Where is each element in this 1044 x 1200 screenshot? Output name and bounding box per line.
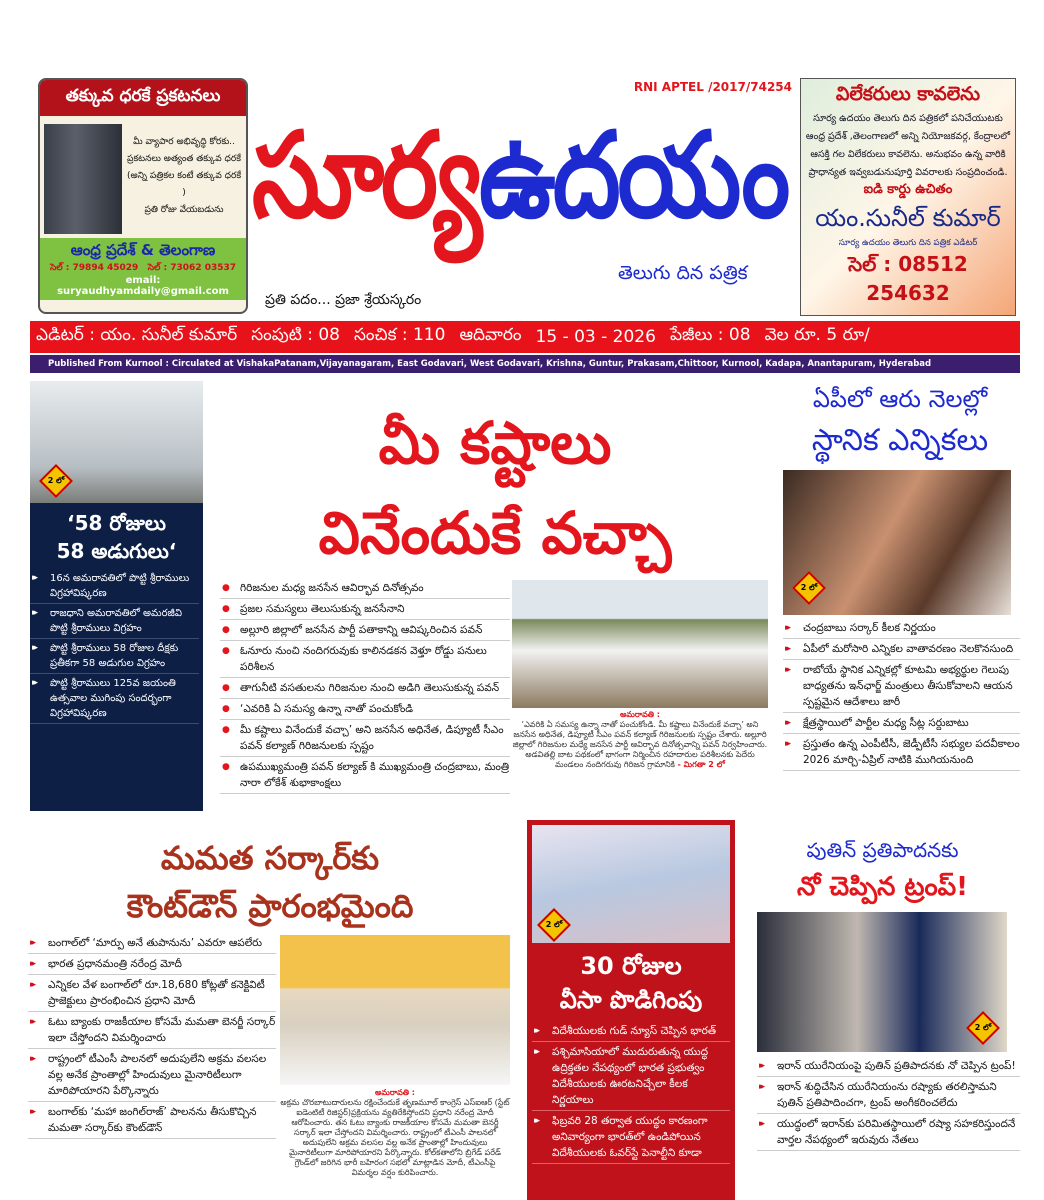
list-item: ▸▸ రాబోయే స్థానిక ఎన్నికల్లో కూటమి అభ్యర్థుల గెలుపు బాధ్యతను ఇన్‌ఛార్జ్ మంత్రులు తీసుకోవాలని ఆయన స్పష్టమైన ఆదేశాలు జారీ [783, 662, 1020, 713]
main-headline: మీ కష్టాలు వినేందుకే వచ్చా [318, 409, 672, 567]
list-item: ● గిరిజనుల మధ్య జనసేన ఆవిర్భావ దినోత్సవం [220, 580, 510, 599]
rni-number: RNI APTEL /2017/74254 [633, 80, 792, 94]
list-item: ▸▸ యుద్ధంలో ఇరాన్‌కు పరిమితస్థాయిలో రష్యా సహకరిస్తుందనే వార్తల నేపథ్యంలో ఇరువురు నేతలు [757, 1116, 1020, 1151]
putin-trump-photo: 2 లో [757, 912, 1007, 1052]
list-item: ▸▸ ఎన్నికల వేళ బంగాల్‌లో రూ.18,680 కోట్లతో కనెక్టివిటీ ప్రాజెక్టులు ప్రారంభించిన ప్రధాని మోదీ [28, 977, 276, 1012]
list-item: ● ప్రజల సమస్యలు తెలుసుకున్న జనసేనాని [220, 601, 510, 620]
main-caption: అమరావతి : ‘ఎవరికి ఏ సమస్య ఉన్నా నాతో పంచుకోండి. మీ కష్టాలు వినేందుకే వచ్చా’ అని జనసేన అధినేత, డిప్యూటీ సీఎం పవన్ కల్యాణ్ గిరిజనులకు స్పష్టం చేశారు. అల్లూరి జిల్లాలో గిరిజనుల మధ్యే జనసేన పార్టీ ఆవిర్భావ దినోత్సవాన్ని పవన్ నిర్వహించారు. అడవితల్లి బాట పథకంలో భాగంగా నిర్మించిన రహదారుల పరిశీలనకు పెదేరు మండలం నందిగరువు గిరిజన గ్రామానికి - మిగతా 2 లో [512, 710, 768, 769]
list-item: ▸▸ పొట్టి శ్రీరాములు 58 రోజుల దీక్షకు ప్రతీకగా 58 అడుగుల విగ్రహం [30, 641, 199, 674]
main-bullets [220, 580, 510, 796]
newspaper-logo: సూర్యఉదయం [252, 106, 787, 244]
ad-phone: సెల్ : 08512 254632 [848, 252, 968, 305]
ad-states: ఆంధ్ర ప్రదేశ్ & తెలంగాణ [70, 241, 216, 259]
bengal-bullets [28, 935, 276, 1141]
tagline: ప్రతి పదం... ప్రజా శ్రేయస్కరం [265, 292, 422, 308]
pawan-kalyan-photo [512, 580, 768, 708]
visa-story [527, 820, 735, 1200]
list-item: ● ఓనూరు నుంచి నందిగరువుకు కాలినడకన వెళ్తూ రోడ్డు పనులు పరిశీలన [220, 643, 510, 678]
circulation-bar: Published From Kurnool : Circulated at VishakaPatanam,Vijayanagaram, East Godavari, West Godavari, Krishna, Guntur, Prakasam,Chittoor, Kurnool, Kadapa, Anantapuram, Hyderabad [30, 355, 1020, 373]
list-item: ▸▸ రాష్ట్రంలో టీఎంసీ పాలనలో అదుపులేని అక్రమ వలసల వల్ల అనేక ప్రాంతాల్లో హిందువులు మైనారిటీలుగా మారిపోయారని పేర్కొన్నారు [28, 1051, 276, 1102]
ad-editor-role: సూర్య ఉదయం తెలుగు దిన పత్రిక ఎడిటర్ [838, 238, 978, 248]
editor: ఎడిటర్ : యం. సునీల్ కుమార్ [36, 325, 238, 345]
ad-id-card: ఐడి కార్డు ఉచితం [863, 182, 953, 197]
ad-line: (అన్ని పత్రికల కంటే తక్కువ ధరకే ) [126, 171, 242, 198]
list-item: ▸▸ చంద్రబాబు సర్కార్ కీలక నిర్ణయం [783, 620, 1020, 639]
daily-label: తెలుగు దిన పత్రిక [618, 262, 748, 284]
visa-photo: 2 లో [532, 825, 730, 943]
ad-editor-name: యం.సునీల్ కుమార్ [815, 204, 1001, 232]
list-item: ● ఉపముఖ్యమంత్రి పవన్ కల్యాణ్ కి ముఖ్యమంత్రి చంద్రబాబు, మంత్రి నారా లోకేశ్ శుభాకాంక్షలు [220, 759, 510, 794]
list-item: ▸▸ బంగాల్‌కు ‘మహా జంగిల్‌రాజ్’ పాలనను తీసుకొచ్చిన మమతా సర్కార్‌కు కౌంట్‌డౌన్ [28, 1104, 276, 1139]
list-item: ▸▸ పొట్టి శ్రీరాములు 125వ జయంతి ఉత్సవాల ముగింపు సందర్భంగా విగ్రహావిష్కరణ [30, 676, 199, 724]
price: వెల రూ. 5 రూ/ [764, 325, 870, 345]
ad-line: ఆసక్తి గల విలేకరులు కావలెను. అనుభవం ఉన్న వారికి [810, 149, 1006, 160]
list-item: ● మీ కష్టాలు వినేందుకే వచ్చా’ అని జనసేన అధినేత, డిప్యూటీ సీఎం పవన్ కల్యాణ్ గిరిజనులకు స్పష్టం [220, 722, 510, 757]
ad-heading: విలేకరులు కావలెను [835, 83, 981, 105]
ad-line: ప్రాధాన్యత ఇవ్వబడునుపూర్తి వివరాలకు సంప్రదించండి. [808, 167, 1008, 178]
list-item: ● అల్లూరి జిల్లాలో జనసేన పార్టీ పతాకాన్ని ఆవిష్కరించిన పవన్ [220, 622, 510, 641]
putin-headline: పుతిన్ ప్రతిపాదనకు నో చెప్పిన ట్రంప్! [797, 838, 968, 902]
business-people-image [44, 124, 122, 234]
list-item: ▸▸ ఇరాన్ యురేనియంపై పుతిన్ ప్రతిపాదనకు నో చెప్పిన ట్రంప్! [757, 1058, 1020, 1077]
list-item: ▸▸ క్షేత్రస్థాయిలో పార్టీల మధ్య సీట్ల సర్దుబాటు [783, 715, 1020, 734]
list-item: ▸▸ భారత ప్రధానమంత్రి నరేంద్ర మోదీ [28, 956, 276, 975]
list-item: ▸▸ బంగాల్‌లో ‘మార్పు అనే తుపానును’ ఎవరూ ఆపలేరు [28, 935, 276, 954]
visa-bullets [532, 1023, 730, 1164]
ad-low-cost-advertising [38, 78, 248, 314]
list-item: ● తాగునీటి వసతులను గిరిజనుల నుంచి అడిగి తెలుసుకున్న పవన్ [220, 680, 510, 699]
date: 15 - 03 - 2026 [535, 327, 656, 347]
issue-info-bar [30, 321, 1020, 353]
list-item: ▸▸ పశ్చిమాసియాలో ముదురుతున్న యుద్ధ ఉద్రిక్తతల నేపథ్యంలో భారత ప్రభుత్వం విదేశీయులకు ఊరటనిచ్చేలా కీలక నిర్ణయాలు [532, 1044, 730, 1111]
ad-email: email: suryaudhyamdaily@gmail.com [57, 275, 229, 297]
list-item: ▸▸ ఓటు బ్యాంకు రాజకీయాల కోసమే మమతా బెనర్జీ సర్కార్ ఇలా చేస్తోందని విమర్శించారు [28, 1014, 276, 1049]
visa-headline: 30 రోజుల వీసా పొడిగింపు [559, 952, 703, 1014]
headline: ‘58 రోజులు 58 అడుగులు‘ [56, 511, 177, 563]
list-item: ● ‘ఎవరికి ఏ సమస్య ఉన్నా నాతో పంచుకోండి [220, 701, 510, 720]
ad-heading: తక్కువ ధరకే ప్రకటనలు [40, 80, 246, 116]
elections-bullets [783, 620, 1020, 773]
ad-phone: సెల్ : 73062 03537 [147, 263, 237, 273]
pages: పేజీలు : 08 [669, 325, 751, 345]
issue: సంచిక : 110 [354, 325, 446, 345]
modi-photo [280, 935, 510, 1085]
ad-line: ప్రకటనలు అత్యంత తక్కువ ధరకే [127, 154, 241, 164]
list-item: ▸▸ ప్రస్తుతం ఉన్న ఎంపీటీసీ, జెడ్పీటీసీ సభ్యుల పదవీకాలం 2026 మార్చి-ఏప్రిల్ నాటికి ముగియనుంది [783, 736, 1020, 771]
list-item: ▸▸ ఏపీలో మరోసారి ఎన్నికల వాతావరణం నెలకొనసుంది [783, 641, 1020, 660]
list-item: ▸▸ ఫిబ్రవరి 28 తర్వాత యుద్ధం కారణంగా అనివార్యంగా భారత్‌లో ఉండిపోయిన విదేశీయులకు ఓవర్‌స్టే పెనాల్టీని కూడా [532, 1113, 730, 1164]
list-item: ▸▸ రాజధాని అమరావతిలో అమరజీవి పొట్టి శ్రీరాములు విగ్రహం [30, 606, 199, 639]
bengal-caption: అమరావతి : అక్రమ చొరబాటుదారులను రక్షించేందుకే తృణమూల్ కాంగ్రెస్ ఎస్ఐఆర్ (స్టేట్ ఐడెంటిటీ రిజిస్టర్)ప్రక్రియను వ్యతిరేకిస్తోందని ప్రధాని నరేంద్ర మోదీ ఆరోపించారు. తన ఓటు బ్యాంకు రాజకీయాల కోసమే మమతా బెనర్జీ సర్కార్ ఇలా చేస్తోందని విమర్శించారు. రాష్ట్రంలో టీఎంసీ పాలనలో అదుపులేని అక్రమ వలసల వల్ల అనేక ప్రాంతాల్లో హిందువులు మైనారిటీలుగా మారిపోయారని పేర్కొన్నారు. కోల్‌కతాలోని బ్రిగేడ్ పరేడ్ గ్రౌండ్‌లో జరిగిన భారీ బహిరంగ సభలో మాట్లాడిన మోదీ, టీఎంసీపై విమర్శల వర్షం కురిపించారు. [280, 1088, 510, 1177]
ad-line: ఆంధ్ర ప్రదేశ్ ,తెలంగాణలో అన్ని నియోజకవర్గ, కేంద్రాలలో [805, 131, 1011, 142]
ad-line: సూర్య ఉదయం తెలుగు దిన పత్రికలో పనిచేయుటకు [813, 113, 1003, 124]
voting-finger-photo: 2 లో [783, 470, 1011, 615]
ad-line: మీ వ్యాపార అభివృద్ధి కోరకు.. [133, 137, 235, 147]
putin-bullets [757, 1058, 1020, 1153]
story-potti-sriramulu [30, 381, 203, 811]
day: ఆదివారం [459, 325, 522, 345]
bengal-headline: మమత సర్కార్‌కు కౌంట్‌డౌన్ ప్రారంభమైంది [126, 839, 414, 925]
list-item: ▸▸ 16న అమరావతిలో పొట్టి శ్రీరాములు విగ్రహావిష్కరణ [30, 571, 199, 604]
ad-reporters-wanted [800, 78, 1016, 316]
volume: సంపుటి : 08 [251, 325, 340, 345]
ad-phone: సెల్ : 79894 45029 [49, 263, 139, 273]
elections-headline: ఏపీలో ఆరు నెలల్లో స్థానిక ఎన్నికలు [811, 385, 989, 458]
statue-photo: 2 లో [30, 381, 203, 503]
list-item: ▸▸ విదేశీయులకు గుడ్ న్యూస్ చెప్పిన భారత్ [532, 1023, 730, 1042]
list-item: ▸▸ ఇరాన్ శుద్ధిచేసిన యురేనియంను రష్యాకు తరలిస్తామని పుతిన్ ప్రతిపాదించగా, ట్రంప్ అంగీకరించలేదు [757, 1079, 1020, 1114]
ad-line: ప్రతి రోజు వేయబడును [144, 205, 224, 215]
